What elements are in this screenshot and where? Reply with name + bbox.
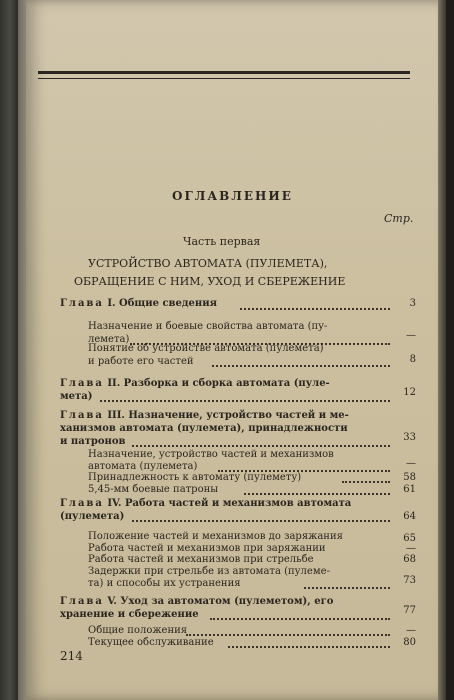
section-4-4-page: 73 (403, 575, 416, 586)
chapter-3-title-cont: ханизмов автомата (пулемета), принадлежности (60, 423, 348, 434)
section-3-1-page: — (406, 458, 416, 469)
leader-dots (212, 359, 390, 367)
toc-heading: ОГЛАВЛЕНИЕ (172, 189, 293, 203)
section-4-3: Работа частей и механизмов при стрельбе (88, 554, 314, 565)
leader-dots (218, 464, 390, 472)
page-edge (438, 0, 446, 700)
leader-dots (210, 612, 390, 620)
section-1-2-line-1: Понятие об устройстве автомата (пулемета) (88, 343, 324, 354)
leader-dots (132, 514, 390, 522)
leader-dots (228, 640, 390, 648)
top-rule-thick (38, 71, 410, 74)
section-1-2-page: 8 (409, 354, 416, 365)
chapter-3-title (60, 410, 349, 422)
chapter-5-title (60, 596, 333, 608)
chapter-3-page: 33 (403, 432, 416, 443)
section-5-2: Текущее обслуживание (88, 637, 214, 648)
section-3-2: Принадлежность к автомату (пулемету) (88, 472, 302, 483)
section-5-1: Общие положения (88, 625, 188, 636)
chapter-4-title (60, 498, 351, 510)
book-binding (0, 0, 18, 700)
leader-dots (132, 439, 390, 447)
page-column-label: Стр. (384, 212, 414, 225)
section-1-2-line-2: и работе его частей (88, 356, 194, 367)
chapter-prefix: Глава (60, 596, 104, 607)
section-4-2: Работа частей и механизмов при заряжании (88, 543, 326, 554)
section-5-1-page: — (406, 625, 416, 636)
chapter-1-page: 3 (409, 298, 416, 309)
part-title-line-1: УСТРОЙСТВО АВТОМАТА (ПУЛЕМЕТА), (88, 257, 328, 270)
chapter-prefix: Глава (60, 410, 104, 421)
section-5-2-page: 80 (403, 637, 416, 648)
section-3-2-page: 58 (403, 472, 416, 483)
section-3-1-line-2: автомата (пулемета) (88, 461, 198, 472)
part-label: Часть первая (183, 235, 261, 248)
section-4-3-page: 68 (403, 554, 416, 565)
chapter-title-text: V. Уход за автоматом (пулеметом), его (107, 596, 334, 607)
chapter-2-title (60, 378, 330, 390)
section-4-4-line-1: Задержки при стрельбе из автомата (пулеме- (88, 566, 330, 577)
chapter-4-page: 64 (403, 511, 416, 522)
leader-dots (100, 394, 390, 402)
section-3-1-line-1: Назначение, устройство частей и механизмов (88, 449, 334, 460)
leader-dots (240, 302, 390, 310)
top-rule-thin (38, 78, 410, 79)
leader-dots (186, 628, 390, 636)
section-1-1-line-2: лемета) (88, 334, 130, 345)
section-4-1-page: 65 (403, 533, 416, 544)
section-1-1-line-1: Назначение и боевые свойства автомата (пу- (88, 321, 328, 332)
section-4-2-page: — (406, 543, 416, 554)
chapter-prefix: Глава (60, 298, 104, 309)
chapter-title-text: III. Назначение, устройство частей и ме- (107, 410, 349, 421)
chapter-title-text: II. Разборка и сборка автомата (пуле- (107, 378, 330, 389)
part-title-line-2: ОБРАЩЕНИЕ С НИМ, УХОД И СБЕРЕЖЕНИЕ (74, 275, 346, 288)
chapter-5-title-cont: хранение и сбережение (60, 609, 199, 620)
section-3-3-page: 61 (403, 484, 416, 495)
section-3-3: 5,45-мм боевые патроны (88, 484, 219, 495)
section-4-1: Положение частей и механизмов до заряжания (88, 531, 343, 542)
section-1-1-page: — (406, 330, 416, 341)
chapter-prefix: Глава (60, 498, 104, 509)
section-4-4-line-2: та) и способы их устранения (88, 578, 241, 589)
chapter-5-page: 77 (403, 605, 416, 616)
chapter-prefix: Глава (60, 378, 104, 389)
chapter-3-title-cont-2: и патронов (60, 436, 126, 447)
page-number: 214 (60, 649, 83, 663)
leader-dots (244, 487, 390, 495)
chapter-1-title (60, 298, 217, 310)
leader-dots (342, 475, 390, 483)
leader-dots (304, 581, 390, 589)
chapter-title-text: IV. Работа частей и механизмов автомата (107, 498, 352, 509)
chapter-2-title-cont: мета) (60, 391, 93, 402)
chapter-title-text: I. Общие сведения (107, 298, 218, 309)
chapter-2-page: 12 (403, 387, 416, 398)
chapter-4-title-cont: (пулемета) (60, 511, 125, 522)
